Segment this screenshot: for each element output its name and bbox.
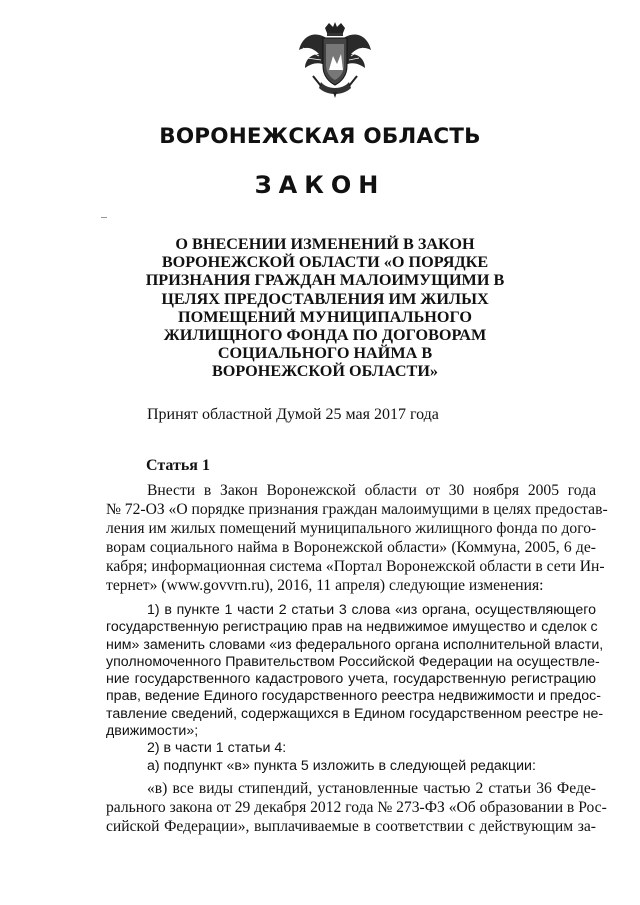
text-line: прав, ведение Единого государственного реестра недвижимости и предос- <box>106 688 601 705</box>
text-line: тернет» (www.govvrn.ru), 2016, 11 апреля) следующие изменения: <box>106 577 544 594</box>
region-heading: ВОРОНЕЖСКАЯ ОБЛАСТЬ <box>159 124 481 149</box>
coat-of-arms-emblem <box>293 20 377 100</box>
text-line: уполномоченного Правительством Российской Федерации на осуществле- <box>106 653 600 670</box>
text-line: 2) в части 1 статьи 4: <box>147 740 287 757</box>
title-line: ПРИЗНАНИЯ ГРАЖДАН МАЛОИМУЩИМИ В <box>145 271 505 290</box>
title-line: О ВНЕСЕНИИ ИЗМЕНЕНИЙ В ЗАКОН <box>175 235 475 253</box>
title-line: СОЦИАЛЬНОГО НАЙМА В <box>217 344 433 363</box>
text-line: тавление сведений, содержащихся в Едином государственном реестре не- <box>106 705 604 722</box>
title-line: ПОМЕЩЕНИЙ МУНИЦИПАЛЬНОГО <box>178 307 472 326</box>
text-line: ворам социального найма в Воронежской области» (Коммуна, 2005, 6 де- <box>106 539 596 556</box>
paragraph-amendment-intro <box>106 481 608 595</box>
text-line: ние государственного кадастрового учета, государственную регистрацию <box>106 671 596 688</box>
law-title <box>120 235 530 381</box>
adoption-note: Принят областной Думой 25 мая 2017 года <box>147 406 439 423</box>
text-line: 1) в пункте 1 части 2 статьи 3 слова «из органа, осуществляющего <box>147 602 596 618</box>
document-type-heading: ЗАКОН <box>254 171 386 199</box>
margin-mark <box>101 217 107 218</box>
text-line: а) подпункт «в» пункта 5 изложить в следующей редакции: <box>147 757 536 774</box>
text-line: рального закона от 29 декабря 2012 года № 273-ФЗ «Об образовании в Рос- <box>106 799 607 816</box>
paragraph-item-1 <box>106 602 604 775</box>
text-line: № 72-ОЗ «О порядке признания граждан малоимущими в целях предостав- <box>106 501 608 518</box>
text-line: движимости»; <box>106 723 199 740</box>
text-line: ним» заменить словами «из федерального органа исполнительной власти, <box>106 636 604 653</box>
title-line: ЖИЛИЩНОГО ФОНДА ПО ДОГОВОРАМ <box>163 326 487 345</box>
paragraph-item-2a <box>106 779 607 836</box>
text-line: «в) все виды стипендий, установленные частью 2 статьи 36 Феде- <box>147 780 596 797</box>
title-line: ЦЕЛЯХ ПРЕДОСТАВЛЕНИЯ ИМ ЖИЛЫХ <box>161 289 489 308</box>
text-line: сийской Федерации», выплачиваемые в соответствии с действующим за- <box>106 818 596 835</box>
text-line: Внести в Закон Воронежской области от 30 ноября 2005 года <box>147 482 596 499</box>
text-line: ления им жилых помещений муниципального жилищного фонда по дого- <box>106 520 597 537</box>
title-line: ВОРОНЕЖСКОЙ ОБЛАСТИ» <box>211 362 439 381</box>
text-line: кабря; информационная система «Портал Воронежской области в сети Ин- <box>106 558 605 575</box>
title-line: ВОРОНЕЖСКОЙ ОБЛАСТИ «О ПОРЯДКЕ <box>161 253 489 272</box>
article-heading: Статья 1 <box>146 457 210 474</box>
text-line: государственную регистрацию прав на недвижимое имущество и сделок с <box>106 619 598 636</box>
